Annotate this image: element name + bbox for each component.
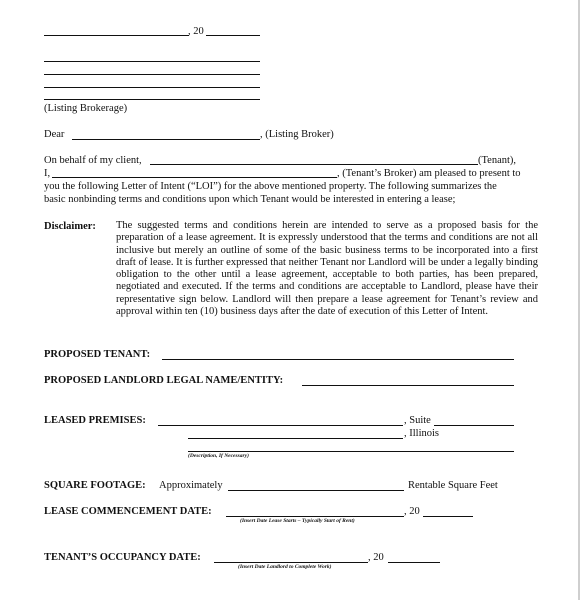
listing-broker-line[interactable] bbox=[72, 139, 260, 140]
premises-address-line[interactable] bbox=[158, 425, 403, 426]
lease-commencement-label: LEASE COMMENCEMENT DATE: bbox=[44, 506, 212, 517]
brokerage-line-3[interactable] bbox=[44, 87, 260, 88]
disclaimer-label: Disclaimer: bbox=[44, 221, 96, 232]
date-suffix: , 20 bbox=[188, 26, 204, 37]
occupancy-date-label: TENANT’S OCCUPANCY DATE: bbox=[44, 552, 201, 563]
lease-date-suffix: , 20 bbox=[404, 506, 420, 517]
landlord-name-line[interactable] bbox=[302, 385, 514, 386]
occupancy-suffix: , 20 bbox=[368, 552, 384, 563]
proposed-tenant-line[interactable] bbox=[162, 359, 514, 360]
date-year-line[interactable] bbox=[206, 35, 260, 36]
proposed-tenant-label: PROPOSED TENANT: bbox=[44, 349, 151, 360]
suite-label: , Suite bbox=[404, 415, 431, 426]
leased-premises-label: LEASED PREMISES: bbox=[44, 415, 146, 426]
dear-label: Dear bbox=[44, 129, 65, 140]
suite-line[interactable] bbox=[434, 425, 514, 426]
listing-brokerage-label: (Listing Brokerage) bbox=[44, 103, 128, 114]
landlord-name-label: PROPOSED LANDLORD LEGAL NAME/ENTITY: bbox=[44, 375, 284, 386]
square-footage-label: SQUARE FOOTAGE: bbox=[44, 480, 146, 491]
approximately-text: Approximately bbox=[159, 480, 223, 491]
lease-date-line[interactable] bbox=[226, 516, 404, 517]
lease-date-hint: (Insert Date Lease Starts – Typically Start of Rent) bbox=[240, 518, 355, 524]
description-line[interactable] bbox=[188, 451, 514, 452]
square-footage-line[interactable] bbox=[228, 490, 404, 491]
description-hint: (Description, If Necessary) bbox=[188, 453, 249, 459]
occupancy-date-line[interactable] bbox=[214, 562, 368, 563]
occupancy-hint: (Insert Date Landlord to Complete Work) bbox=[238, 564, 332, 570]
disclaimer-text: The suggested terms and conditions herein are intended to serve as a proposed basis for the preparation of a lease agreement. It is expressly understood that the terms and conditions are not all inclusive but merely an outline of some of the basic business terms to be incorporated into a first draft of lease. It is further expressed that neither Tenant nor Landlord will be under a legally binding obligation to the other until a lease agreement, acceptable to both parties, has been prepared, negotiated and executed. If the terms and conditions are acceptable to Landlord, please have their representative sign below. Landlord will then prepare a lease agreement for Tenant’s review and approval within ten (10) business days after the date of execution of this Letter of Intent. bbox=[116, 220, 538, 318]
intro-line-4: basic nonbinding terms and conditions upon which Tenant would be interested in entering a lease; bbox=[44, 194, 456, 205]
brokerage-line-1[interactable] bbox=[44, 61, 260, 62]
i-label: I, bbox=[44, 168, 51, 179]
brokerage-line-2[interactable] bbox=[44, 74, 260, 75]
tenants-broker-text: , (Tenant’s Broker) am pleased to present to bbox=[337, 168, 521, 179]
rentable-sf-text: Rentable Square Feet bbox=[408, 480, 498, 491]
tenant-label: (Tenant), bbox=[478, 155, 517, 166]
intro-line-3: you the following Letter of Intent (“LOI”) for the above mentioned property. The following summarizes the bbox=[44, 181, 497, 192]
client-name-line[interactable] bbox=[150, 164, 478, 165]
illinois-label: , Illinois bbox=[404, 428, 440, 439]
date-blank-line[interactable] bbox=[44, 35, 189, 36]
brokerage-line-4[interactable] bbox=[44, 99, 260, 100]
on-behalf-text: On behalf of my client, bbox=[44, 155, 142, 166]
premises-city-line[interactable] bbox=[188, 438, 403, 439]
lease-year-line[interactable] bbox=[423, 516, 473, 517]
listing-broker-label: , (Listing Broker) bbox=[260, 129, 334, 140]
tenants-broker-line[interactable] bbox=[52, 177, 337, 178]
occupancy-year-line[interactable] bbox=[388, 562, 440, 563]
